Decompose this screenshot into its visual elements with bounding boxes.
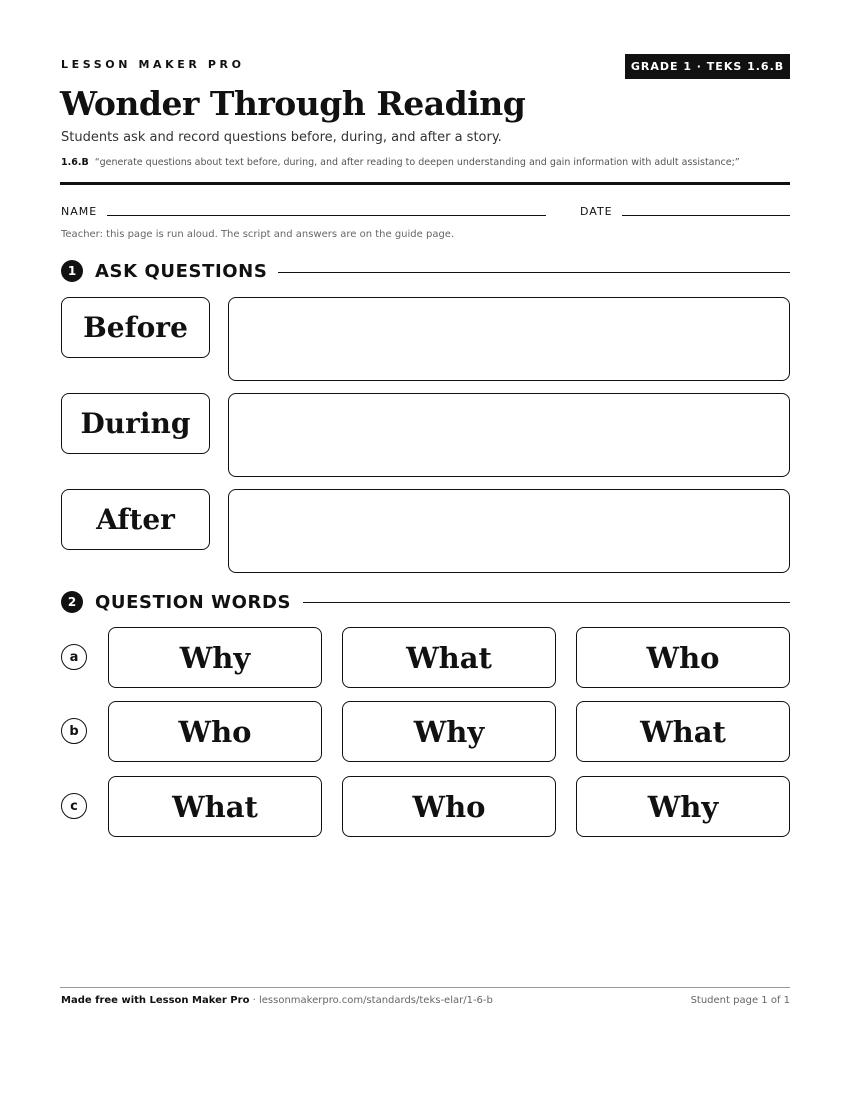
section-title: QUESTION WORDS (95, 591, 292, 613)
section-divider (278, 272, 790, 273)
page-title: Wonder Through Reading (60, 84, 526, 123)
row-letter-c: c (61, 793, 87, 819)
word-choice-a-3[interactable]: Who (576, 627, 790, 688)
name-label: NAME (61, 205, 98, 218)
standard-line (61, 157, 740, 168)
stage-label-during: During (61, 393, 210, 454)
grade-standard-badge: GRADE 1 · TEKS 1.6.B (625, 54, 790, 79)
date-label: DATE (580, 205, 613, 218)
stage-label-before: Before (61, 297, 210, 358)
page-indicator: Student page 1 of 1 (690, 995, 790, 1006)
answer-box-after[interactable] (228, 489, 790, 573)
name-field[interactable] (107, 215, 546, 216)
footer-credit (61, 995, 493, 1006)
word-choice-c-1[interactable]: What (108, 776, 322, 837)
word-choice-c-2[interactable]: Who (342, 776, 556, 837)
standard-text: “generate questions about text before, during, and after reading to deepen understanding and gain information with adult assistance;” (94, 157, 740, 168)
section-number-badge: 1 (61, 260, 83, 282)
word-choice-b-3[interactable]: What (576, 701, 790, 762)
row-letter-b: b (61, 718, 87, 744)
standard-code: 1.6.B (61, 157, 89, 168)
brand-name: LESSON MAKER PRO (61, 58, 245, 71)
section-question-words-header (61, 591, 291, 613)
header-divider (60, 182, 790, 185)
answer-box-during[interactable] (228, 393, 790, 477)
word-choice-a-2[interactable]: What (342, 627, 556, 688)
footer-made-with: Made free with Lesson Maker Pro (61, 995, 250, 1006)
answer-box-before[interactable] (228, 297, 790, 381)
word-choice-b-1[interactable]: Who (108, 701, 322, 762)
page-subtitle: Students ask and record questions before, during, and after a story. (61, 130, 502, 145)
footer-divider (60, 987, 790, 988)
stage-label-after: After (61, 489, 210, 550)
word-choice-c-3[interactable]: Why (576, 776, 790, 837)
footer-url: · lessonmakerpro.com/standards/teks-elar/1-6-b (249, 995, 493, 1006)
teacher-note: Teacher: this page is run aloud. The script and answers are on the guide page. (61, 229, 455, 240)
section-number-badge: 2 (61, 591, 83, 613)
row-letter-a: a (61, 644, 87, 670)
date-field[interactable] (622, 215, 790, 216)
section-ask-questions-header (61, 260, 267, 282)
section-divider (303, 602, 790, 603)
word-choice-a-1[interactable]: Why (108, 627, 322, 688)
word-choice-b-2[interactable]: Why (342, 701, 556, 762)
section-title: ASK QUESTIONS (95, 260, 268, 282)
